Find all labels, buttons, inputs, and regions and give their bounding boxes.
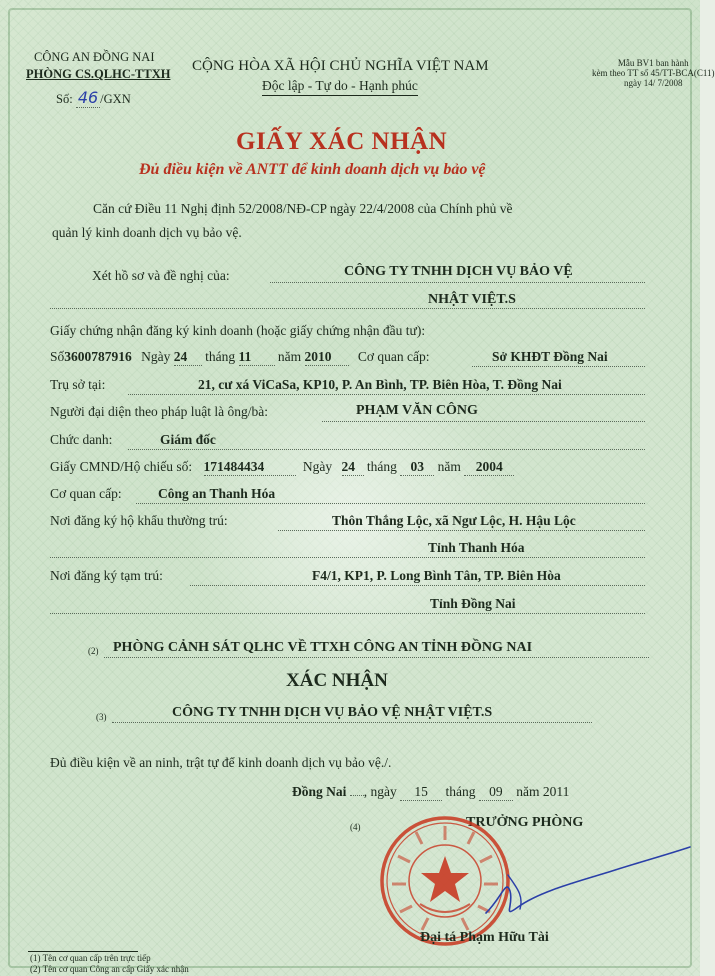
number-label: Số: xyxy=(56,92,73,106)
signature-icon xyxy=(480,835,695,930)
id-number-value: 171484434 xyxy=(204,459,296,476)
representative-dots xyxy=(322,421,645,422)
id-issuer-value: Công an Thanh Hóa xyxy=(158,486,276,501)
confirmed-company: CÔNG TY TNHH DỊCH VỤ BẢO VỆ NHẬT VIỆT.S xyxy=(172,705,493,720)
cert-issuer-label: Cơ quan cấp: xyxy=(357,349,430,364)
issue-year: 2011 xyxy=(542,784,570,799)
id-month-value: 03 xyxy=(400,459,434,476)
position-label: Chức danh: xyxy=(50,432,113,447)
temporary-residence-line-1: F4/1, KP1, P. Long Bình Tân, TP. Biên Hòa xyxy=(312,568,561,583)
confirmed-company-dots xyxy=(112,722,592,723)
company-name-line-1: CÔNG TY TNHH DỊCH VỤ BẢO VỆ xyxy=(344,264,573,279)
department-dots xyxy=(104,657,649,658)
footnote-marker-4: (4) xyxy=(350,822,361,832)
document-number xyxy=(56,88,131,107)
temporary-residence-dots-2 xyxy=(50,613,645,614)
permanent-residence-dots-2 xyxy=(50,557,645,558)
national-motto: Độc lập - Tự do - Hạnh phúc xyxy=(262,78,418,96)
id-day-label: Ngày xyxy=(302,459,333,474)
cert-year-label: năm xyxy=(277,349,302,364)
issue-date: Đồng Nai , ngày 15 tháng 09 năm 2011 xyxy=(292,784,570,799)
form-note-line-2: kèm theo TT số 45/TT-BCA(C11) xyxy=(592,68,715,78)
company-name-line-2: NHẬT VIỆT.S xyxy=(428,292,516,307)
cert-day-label: Ngày xyxy=(141,349,171,364)
temporary-residence-dots-1 xyxy=(190,585,645,586)
cert-number-value: 3600787916 xyxy=(64,349,132,364)
cert-details-row xyxy=(50,349,430,366)
form-note xyxy=(592,58,715,88)
issue-day: 15 xyxy=(400,784,442,801)
request-label: Xét hồ sơ và đề nghị của: xyxy=(92,268,230,283)
issue-month-label: tháng xyxy=(445,784,476,799)
business-cert-label: Giấy chứng nhận đăng ký kinh doanh (hoặc giấy chứng nhận đầu tư): xyxy=(50,323,426,338)
issue-year-label: năm xyxy=(516,784,540,799)
representative-value: PHẠM VĂN CÔNG xyxy=(356,403,478,418)
id-year-label: năm xyxy=(437,459,461,474)
document-subtitle: Đủ điều kiện về ANTT để kinh doanh dịch vụ bảo vệ xyxy=(139,161,486,178)
permanent-residence-line-2: Tỉnh Thanh Hóa xyxy=(428,540,525,555)
id-issuer-dots xyxy=(136,503,645,504)
agency-line-1: CÔNG AN ĐỒNG NAI xyxy=(34,50,155,64)
confirmation-heading: XÁC NHẬN xyxy=(286,670,388,691)
cert-number-label: Số xyxy=(50,349,65,364)
agency-line-2: PHÒNG CS.QLHC-TTXH xyxy=(26,67,171,81)
id-day-value: 24 xyxy=(342,459,364,476)
position-value: Giám đốc xyxy=(160,432,216,447)
id-row xyxy=(50,459,514,476)
request-dots xyxy=(270,282,645,283)
signer-name: Đại tá Phạm Hữu Tài xyxy=(420,930,549,945)
id-year-value: 2004 xyxy=(464,459,514,476)
form-note-line-1: Mẫu BV1 ban hành xyxy=(617,58,689,68)
footnote-1: (1) Tên cơ quan cấp trên trực tiếp xyxy=(30,953,151,963)
temporary-residence-line-2: Tỉnh Đồng Nai xyxy=(430,596,516,611)
confirmation-statement: Đủ điều kiện về an ninh, trật tự để kinh doanh dịch vụ bảo vệ./. xyxy=(50,755,392,770)
id-month-label: tháng xyxy=(366,459,397,474)
confirming-department: PHÒNG CẢNH SÁT QLHC VỀ TTXH CÔNG AN TỈNH ĐỒNG NAI xyxy=(113,640,533,655)
number-suffix: /GXN xyxy=(100,92,131,106)
permanent-residence-line-1: Thôn Thắng Lộc, xã Ngư Lộc, H. Hậu Lộc xyxy=(332,513,576,528)
footnote-2: (2) Tên cơ quan Công an cấp Giấy xác nhận xyxy=(30,964,189,974)
signer-role: TRƯỞNG PHÒNG xyxy=(466,815,584,830)
document-title: GIẤY XÁC NHẬN xyxy=(236,128,448,155)
cert-month-value: 11 xyxy=(239,349,275,366)
company-dots xyxy=(50,308,645,309)
cert-year-value: 2010 xyxy=(305,349,349,366)
permanent-residence-label: Nơi đăng ký hộ khẩu thường trú: xyxy=(50,513,228,528)
issue-month: 09 xyxy=(479,784,513,801)
issue-day-label: ngày xyxy=(370,784,397,799)
form-note-line-3: ngày 14/ 7/2008 xyxy=(624,78,683,88)
id-label: Giấy CMND/Hộ chiếu số: xyxy=(50,459,193,474)
cert-issuer-value: Sở KHĐT Đồng Nai xyxy=(492,349,608,364)
country-name: CỘNG HÒA XÃ HỘI CHỦ NGHĨA VIỆT NAM xyxy=(192,58,489,74)
cert-day-value: 24 xyxy=(174,349,202,366)
headquarters-dots xyxy=(128,394,645,395)
permanent-residence-dots-1 xyxy=(278,530,645,531)
number-value: 46 xyxy=(77,88,99,107)
footnote-marker-2: (2) xyxy=(88,646,99,656)
footnote-divider xyxy=(28,951,138,952)
cert-issuer-dots xyxy=(472,366,645,367)
representative-label: Người đại diện theo pháp luật là ông/bà: xyxy=(50,404,269,419)
headquarters-label: Trụ sở tại: xyxy=(50,377,106,392)
temporary-residence-label: Nơi đăng ký tạm trú: xyxy=(50,568,163,583)
issue-place: Đồng Nai xyxy=(292,784,347,799)
footnote-marker-3: (3) xyxy=(96,712,107,722)
legal-basis-line-2: quản lý kinh doanh dịch vụ bảo vệ. xyxy=(52,225,242,240)
cert-month-label: tháng xyxy=(205,349,236,364)
headquarters-value: 21, cư xá ViCaSa, KP10, P. An Bình, TP. Biên Hòa, T. Đồng Nai xyxy=(198,377,562,392)
position-dots xyxy=(128,449,645,450)
legal-basis-line-1: Căn cứ Điều 11 Nghị định 52/2008/NĐ-CP ngày 22/4/2008 của Chính phủ về xyxy=(93,201,513,216)
id-issuer-label: Cơ quan cấp: xyxy=(50,486,122,501)
